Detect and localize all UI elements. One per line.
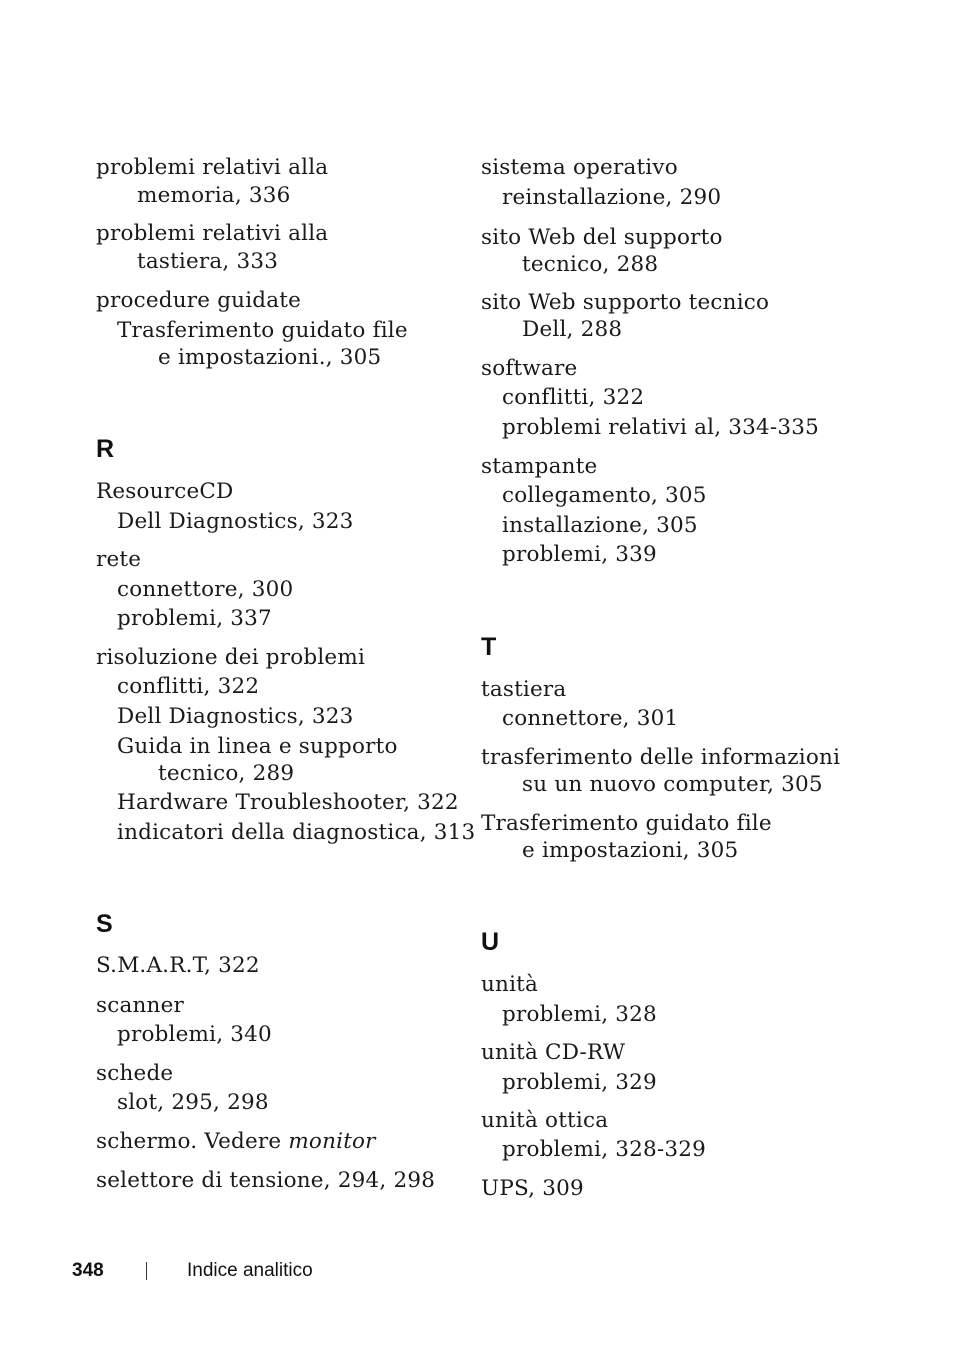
index-subentry: Hardware Troubleshooter, 322 [117,790,459,815]
index-subentry-continuation: e impostazioni., 305 [158,345,382,370]
index-entry-continuation: Dell, 288 [522,317,623,342]
index-subentry: conflitti, 322 [502,385,645,410]
index-entry: scanner [96,993,184,1018]
index-entry: risoluzione dei problemi [96,645,366,670]
section-letter-u: U [481,928,500,956]
index-entry: selettore di tensione, 294, 298 [96,1168,436,1193]
index-entry: rete [96,547,142,572]
index-subentry: problemi, 340 [117,1022,272,1047]
index-subentry-continuation: tecnico, 289 [158,761,295,786]
page-number: 348 [72,1260,104,1281]
index-entry-continuation: e impostazioni, 305 [522,838,739,863]
index-subentry: installazione, 305 [502,513,698,538]
index-entry: trasferimento delle informazioni [481,745,841,770]
index-subentry: problemi, 339 [502,542,657,567]
index-entry: sito Web supporto tecnico [481,290,770,315]
index-entry: Trasferimento guidato file [481,811,772,836]
index-entry: sito Web del supporto [481,225,723,250]
index-entry-cross-reference [96,1131,376,1153]
index-subentry: connettore, 300 [117,577,294,602]
footer-divider [146,1262,147,1280]
index-subentry: collegamento, 305 [502,483,707,508]
section-letter-s: S [96,910,113,938]
index-entry: procedure guidate [96,288,302,313]
index-subentry: Guida in linea e supporto [117,734,398,759]
index-entry: unità ottica [481,1108,609,1133]
index-entry: S.M.A.R.T, 322 [96,953,260,978]
index-subentry: problemi, 328-329 [502,1137,707,1162]
index-entry: tastiera [481,677,567,702]
index-entry: problemi relativi alla [96,221,329,246]
index-entry: unità CD-RW [481,1040,626,1065]
index-subentry: problemi relativi al, 334-335 [502,415,820,440]
index-subentry: Trasferimento guidato file [117,318,408,343]
index-entry: sistema operativo [481,155,678,180]
index-subentry: slot, 295, 298 [117,1090,269,1115]
index-entry-continuation: tecnico, 288 [522,252,659,277]
index-entry-continuation: memoria, 336 [137,183,291,208]
cross-reference-target: monitor [288,1129,376,1154]
section-letter-r: R [96,435,115,463]
index-entry: stampante [481,454,598,479]
index-entry: problemi relativi alla [96,155,329,180]
index-subentry: conflitti, 322 [117,674,260,699]
index-subentry: indicatori della diagnostica, 313 [117,820,476,845]
index-subentry: reinstallazione, 290 [502,185,722,210]
section-title: Indice analitico [187,1260,313,1281]
cross-reference-text: schermo. Vedere [96,1129,289,1154]
index-subentry: problemi, 328 [502,1002,657,1027]
index-entry: software [481,356,578,381]
index-entry-continuation: su un nuovo computer, 305 [522,772,823,797]
index-entry: schede [96,1061,174,1086]
index-entry: unità [481,972,539,997]
index-subentry: Dell Diagnostics, 323 [117,509,354,534]
section-letter-t: T [481,633,497,661]
index-subentry: problemi, 329 [502,1070,657,1095]
index-subentry: Dell Diagnostics, 323 [117,704,354,729]
index-entry: ResourceCD [96,479,234,504]
index-entry-continuation: tastiera, 333 [137,249,279,274]
index-subentry: connettore, 301 [502,706,679,731]
index-subentry: problemi, 337 [117,606,272,631]
index-entry: UPS, 309 [481,1176,584,1201]
